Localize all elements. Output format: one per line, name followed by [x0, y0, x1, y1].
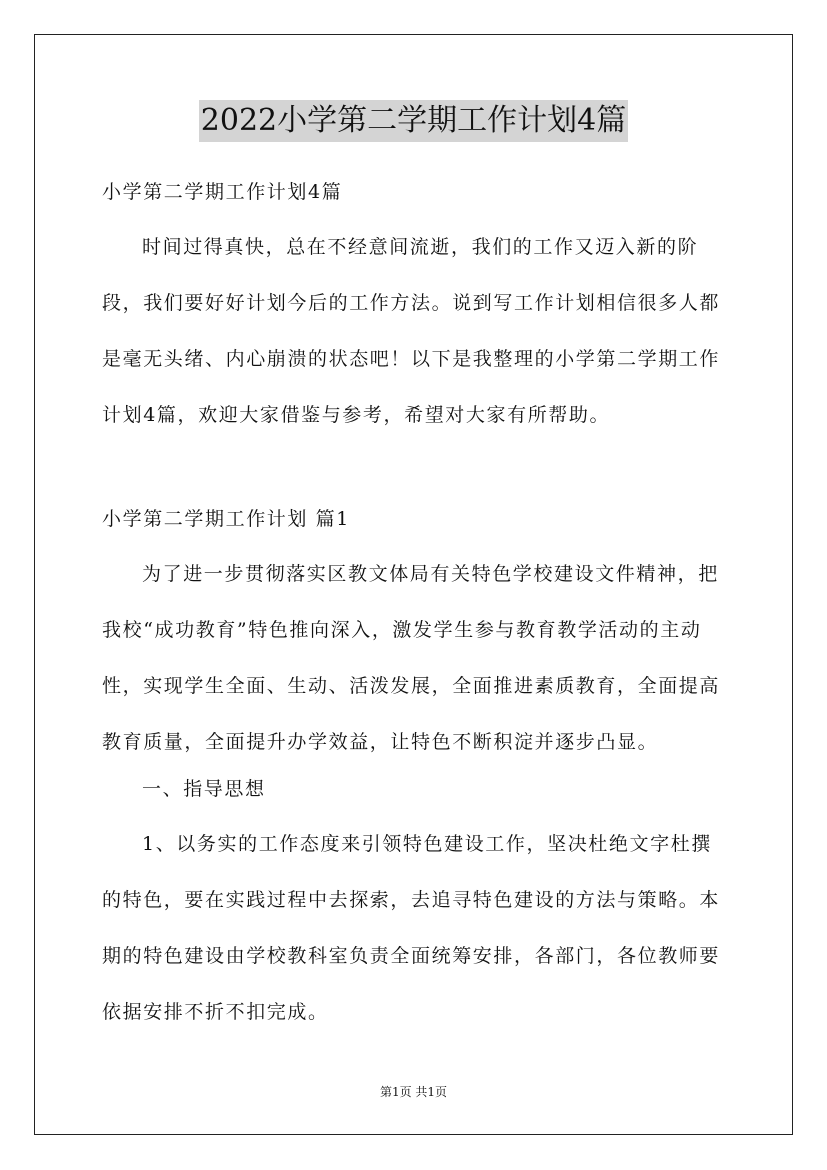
intro-paragraph: 时间过得真快，总在不经意间流逝，我们的工作又迈入新的阶段，我们要好好计划今后的工作方法。说到写工作计划相信很多人都是毫无头绪、内心崩溃的状态吧！以下是我整理的小学第二学期工作计划4篇，欢迎大家借鉴与参考，希望对大家有所帮助。: [102, 236, 721, 426]
subtitle: 小学第二学期工作计划4篇: [102, 181, 343, 203]
page-footer: 第1页 共1页: [379, 1085, 448, 1099]
document-title: 2022小学第二学期工作计划4篇: [199, 100, 628, 142]
section-heading: 小学第二学期工作计划 篇1: [102, 508, 350, 530]
guideline-heading: 一、指导思想: [142, 778, 266, 800]
guideline-item-1: 1、以务实的工作态度来引领特色建设工作，坚决杜绝文字杜撰的特色，要在实践过程中去探索，去追寻特色建设的方法与策略。本期的特色建设由学校教科室负责全面统筹安排，各部门，各位教师要依据安排不折不扣完成。: [102, 833, 721, 1023]
title-container: [0, 100, 827, 142]
section-paragraph: 为了进一步贯彻落实区教文体局有关特色学校建设文件精神，把我校“成功教育”特色推向深入，激发学生参与教育教学活动的主动性，实现学生全面、生动、活泼发展，全面推进素质教育，全面提高教育质量，全面提升办学效益，让特色不断积淀并逐步凸显。: [102, 563, 721, 753]
